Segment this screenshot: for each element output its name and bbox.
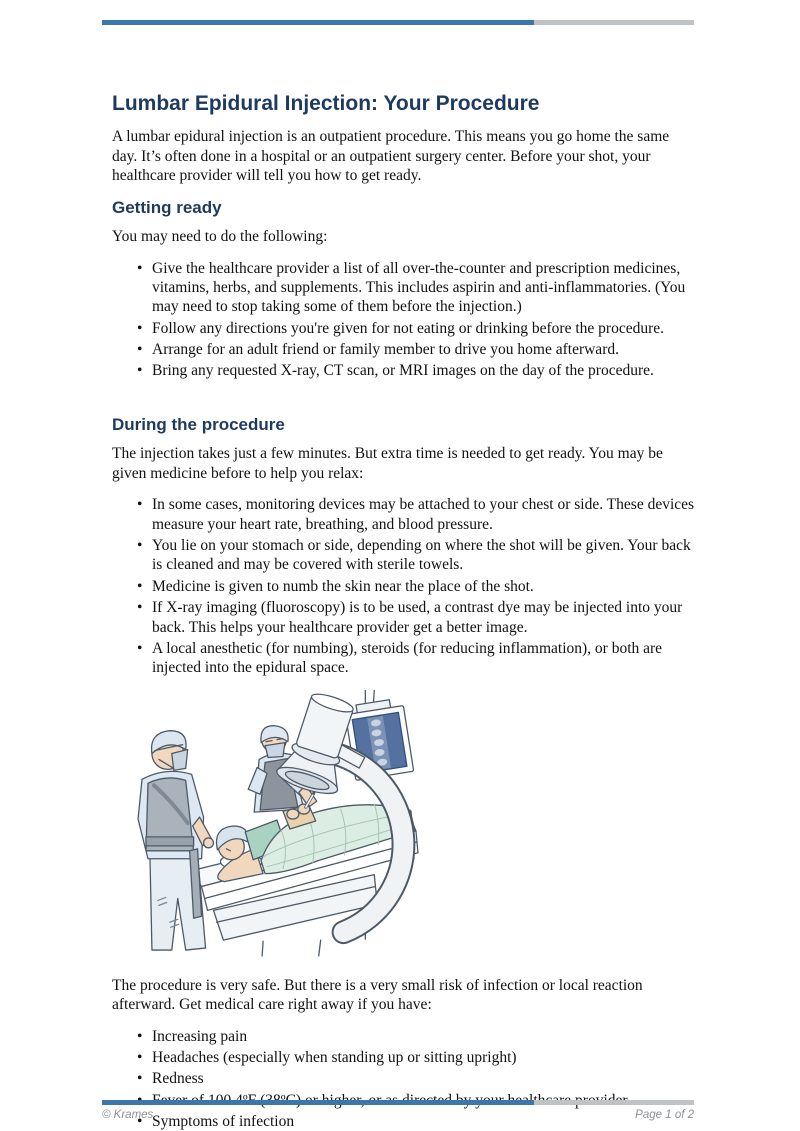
list-item: • You lie on your stomach or side, depending on where the shot will be given. Your back is cleaned and may be covered with sterile towels. bbox=[152, 536, 695, 575]
list-item: • If X-ray imaging (fluoroscopy) is to be used, a contrast dye may be injected into your back. This helps your healthcare provider get a better image. bbox=[152, 598, 695, 637]
list-item: • Follow any directions you're given for not eating or drinking before the procedure. bbox=[152, 319, 695, 338]
list-item: • Redness bbox=[152, 1069, 695, 1088]
document-content bbox=[112, 92, 695, 1131]
page-title: Lumbar Epidural Injection: Your Procedure bbox=[112, 92, 540, 115]
list-item: • Increasing pain bbox=[152, 1027, 695, 1046]
during-procedure-lead: The injection takes just a few minutes. But extra time is needed to get ready. You may be given medicine before to help you relax: bbox=[112, 445, 663, 482]
list-item: • Headaches (especially when standing up or sitting upright) bbox=[152, 1048, 695, 1067]
footer-text-row bbox=[102, 1109, 694, 1121]
page-footer bbox=[102, 1100, 694, 1121]
section-heading-during-procedure: During the procedure bbox=[112, 414, 285, 434]
clinician-foreground bbox=[138, 730, 213, 949]
footer-copyright: © Krames bbox=[102, 1109, 154, 1121]
section-heading-getting-ready: Getting ready bbox=[112, 197, 222, 217]
footer-bar-gray-segment bbox=[534, 1100, 694, 1105]
footer-accent-bar bbox=[102, 1100, 694, 1105]
during-procedure-bullet-list bbox=[112, 495, 695, 677]
list-item: • Medicine is given to numb the skin near the place of the shot. bbox=[152, 577, 695, 596]
list-item: • Symptoms of infection bbox=[152, 1112, 695, 1131]
fluoroscopy-c-arm-illustration bbox=[112, 690, 444, 958]
safety-lead: The procedure is very safe. But there is a very small risk of infection or local reaction afterward. Get medical care right away if you have: bbox=[112, 976, 643, 1014]
list-item: • In some cases, monitoring devices may be attached to your chest or side. These devices measure your heart rate, breathing, and blood pressure. bbox=[152, 495, 695, 534]
list-item: • Give the healthcare provider a list of all over-the-counter and prescription medicines, vitamins, herbs, and supplements. This includes aspirin and anti-inflammatories. (You may need to stop taking some of them before the injection.) bbox=[152, 259, 695, 317]
list-item: • Bring any requested X-ray, CT scan, or MRI images on the day of the procedure. bbox=[152, 361, 695, 380]
list-item: • Arrange for an adult friend or family member to drive you home afterward. bbox=[152, 340, 695, 359]
top-accent-bar bbox=[102, 20, 694, 25]
top-bar-blue-segment bbox=[102, 20, 534, 25]
footer-bar-blue-segment bbox=[102, 1100, 534, 1105]
intro-paragraph: A lumbar epidural injection is an outpatient procedure. This means you go home the same day. It’s often done in a hospital or an outpatient surgery center. Before your shot, your healthcare provider will tell you how to get ready. bbox=[112, 128, 670, 185]
top-bar-gray-segment bbox=[534, 20, 694, 25]
procedure-illustration bbox=[112, 690, 444, 958]
getting-ready-bullet-list bbox=[112, 259, 695, 381]
getting-ready-lead: You may need to do the following: bbox=[112, 228, 328, 246]
footer-page-number: Page 1 of 2 bbox=[635, 1109, 694, 1121]
list-item: • A local anesthetic (for numbing), steroids (for reducing inflammation), or both are injected into the epidural space. bbox=[152, 639, 695, 678]
